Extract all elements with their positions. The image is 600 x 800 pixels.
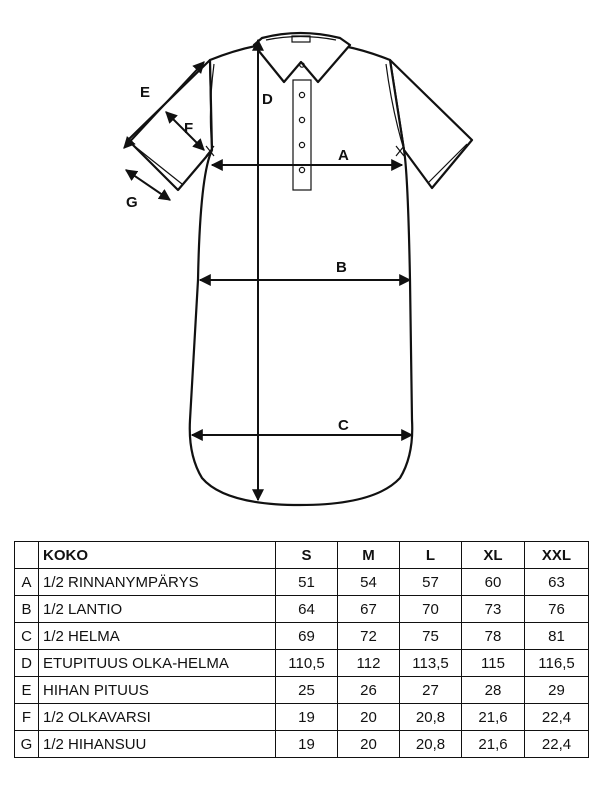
- cell-l: 75: [400, 623, 462, 650]
- label-e: E: [140, 84, 151, 101]
- cell-xxl: 29: [525, 677, 589, 704]
- row-code: D: [15, 650, 39, 677]
- cell-xxl: 116,5: [525, 650, 589, 677]
- row-code: A: [15, 569, 39, 596]
- cell-s: 19: [276, 731, 338, 758]
- cell-s: 69: [276, 623, 338, 650]
- cell-m: 20: [338, 731, 400, 758]
- label-d: D: [262, 91, 273, 108]
- header-code: [15, 542, 39, 569]
- cell-m: 72: [338, 623, 400, 650]
- cell-xxl: 22,4: [525, 704, 589, 731]
- table-row: [15, 704, 589, 731]
- cell-xxl: 76: [525, 596, 589, 623]
- row-code: G: [15, 731, 39, 758]
- cell-s: 25: [276, 677, 338, 704]
- cell-m: 20: [338, 704, 400, 731]
- cell-xl: 73: [462, 596, 525, 623]
- row-name: 1/2 HIHANSUU: [39, 731, 276, 758]
- left-sleeve: [128, 60, 212, 190]
- row-code: B: [15, 596, 39, 623]
- cell-m: 54: [338, 569, 400, 596]
- cell-l: 20,8: [400, 731, 462, 758]
- cell-xxl: 81: [525, 623, 589, 650]
- cell-l: 113,5: [400, 650, 462, 677]
- header-size-m: M: [338, 542, 400, 569]
- header-size-xl: XL: [462, 542, 525, 569]
- cell-m: 112: [338, 650, 400, 677]
- row-name: ETUPITUUS OLKA-HELMA: [39, 650, 276, 677]
- cell-m: 67: [338, 596, 400, 623]
- header-size-s: S: [276, 542, 338, 569]
- row-name: 1/2 RINNANYMPÄRYS: [39, 569, 276, 596]
- table-header-row: [15, 542, 589, 569]
- table-row: [15, 596, 589, 623]
- cell-xl: 21,6: [462, 731, 525, 758]
- row-name: 1/2 HELMA: [39, 623, 276, 650]
- row-name: 1/2 LANTIO: [39, 596, 276, 623]
- table-row: [15, 650, 589, 677]
- cell-m: 26: [338, 677, 400, 704]
- label-c: C: [338, 417, 349, 434]
- cell-xl: 60: [462, 569, 525, 596]
- cell-l: 27: [400, 677, 462, 704]
- cell-xl: 28: [462, 677, 525, 704]
- table-row: [15, 569, 589, 596]
- label-b: B: [336, 259, 347, 276]
- row-name: 1/2 OLKAVARSI: [39, 704, 276, 731]
- row-code: E: [15, 677, 39, 704]
- row-code: C: [15, 623, 39, 650]
- cell-l: 57: [400, 569, 462, 596]
- cell-s: 110,5: [276, 650, 338, 677]
- cell-l: 20,8: [400, 704, 462, 731]
- cell-s: 51: [276, 569, 338, 596]
- table-row: [15, 677, 589, 704]
- size-table: [14, 541, 589, 758]
- cell-s: 19: [276, 704, 338, 731]
- cell-xxl: 22,4: [525, 731, 589, 758]
- cell-xl: 78: [462, 623, 525, 650]
- table-row: [15, 623, 589, 650]
- cell-s: 64: [276, 596, 338, 623]
- label-a: A: [338, 147, 349, 164]
- header-koko: KOKO: [39, 542, 276, 569]
- header-size-l: L: [400, 542, 462, 569]
- cell-xxl: 63: [525, 569, 589, 596]
- row-code: F: [15, 704, 39, 731]
- header-size-xxl: XXL: [525, 542, 589, 569]
- cell-l: 70: [400, 596, 462, 623]
- label-f: F: [184, 120, 194, 137]
- cell-xl: 115: [462, 650, 525, 677]
- cell-xl: 21,6: [462, 704, 525, 731]
- label-g: G: [126, 194, 138, 211]
- row-name: HIHAN PITUUS: [39, 677, 276, 704]
- table-row: [15, 731, 589, 758]
